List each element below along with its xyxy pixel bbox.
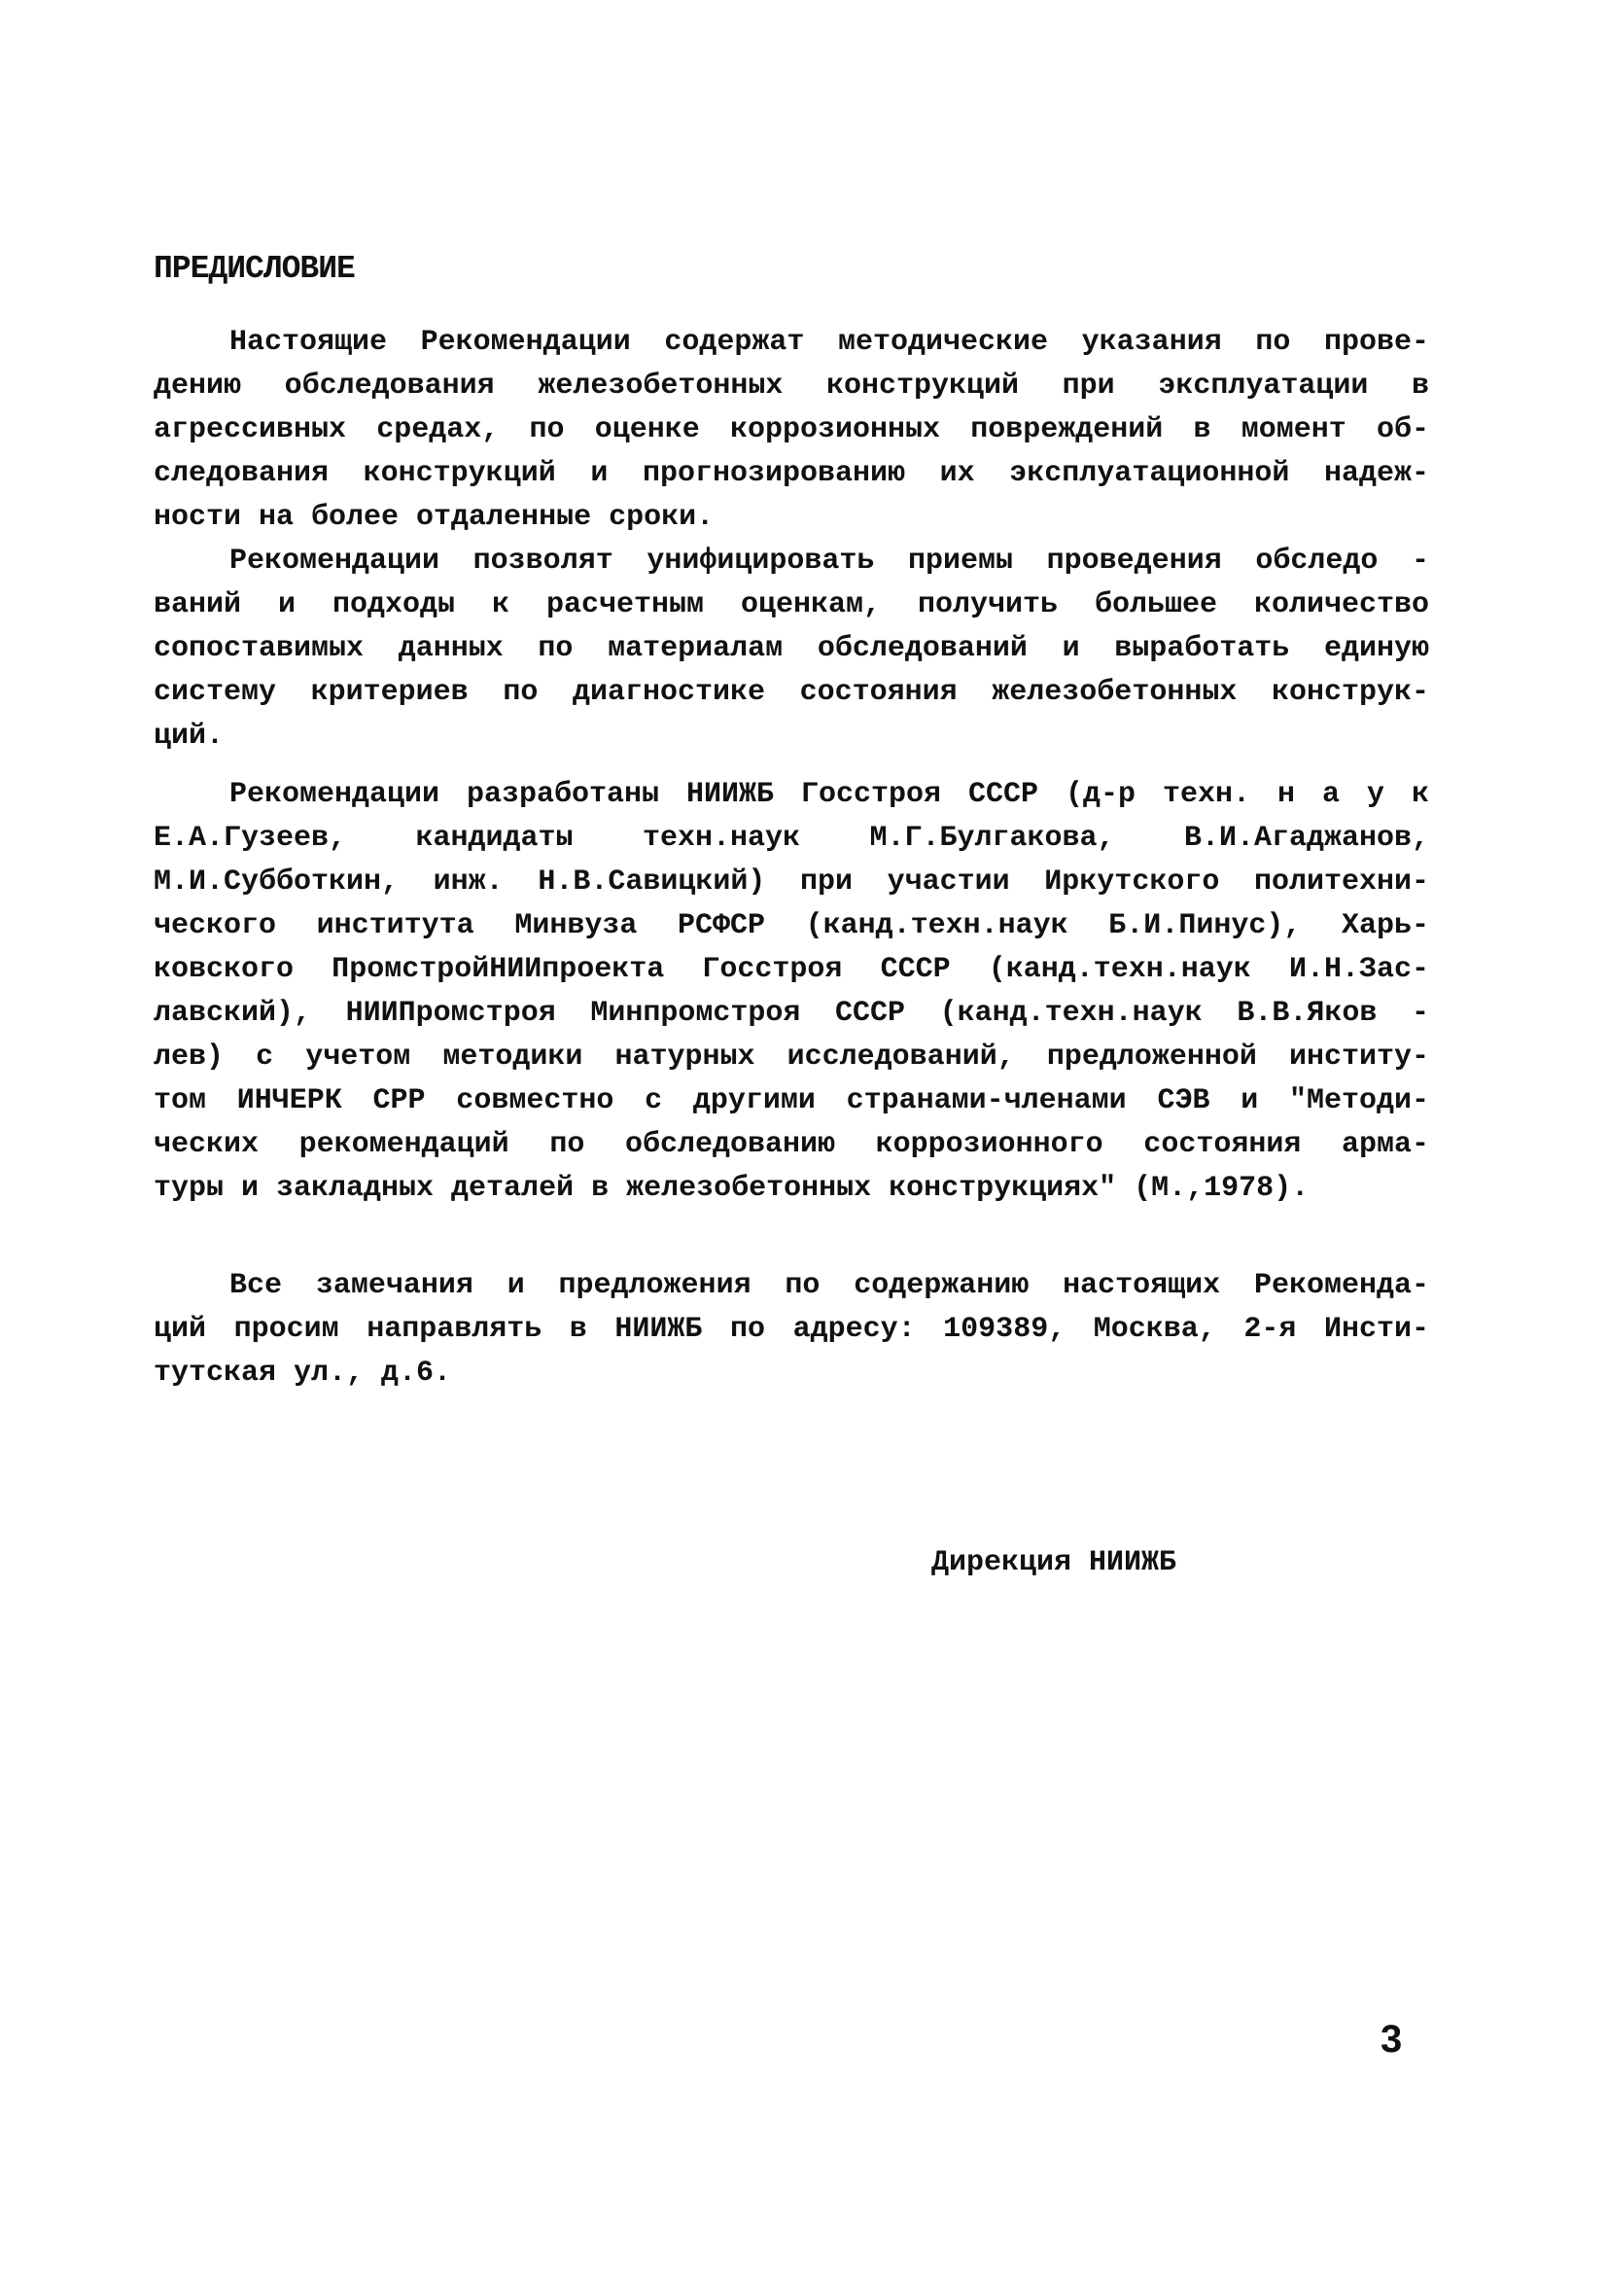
paragraph-line: Рекомендации позволят унифицировать приемы проведения обследо -: [229, 545, 1429, 578]
paragraph-line: ческих рекомендаций по обследованию коррозионного состояния арма-: [154, 1128, 1429, 1161]
paragraph-intro: [154, 321, 1429, 540]
paragraph-line: сопоставимых данных по материалам обследований и выработать единую: [154, 632, 1429, 665]
paragraph-line: агрессивных средах, по оценке коррозионных повреждений в момент об-: [154, 413, 1429, 446]
paragraph-line: М.И.Субботкин, инж. Н.В.Савицкий) при участии Иркутского политехни-: [154, 865, 1429, 899]
paragraph-line: следования конструкций и прогнозированию их эксплуатационной надеж-: [154, 457, 1429, 490]
paragraph-line: тутская ул., д.6.: [154, 1357, 452, 1390]
paragraph-line: туры и закладных деталей в железобетонных конструкциях" (М.,1978).: [154, 1172, 1310, 1205]
paragraph-line: том ИНЧЕРК СРР совместно с другими странами-членами СЭВ и "Методи-: [154, 1084, 1429, 1117]
paragraph-line: Настоящие Рекомендации содержат методические указания по прове-: [229, 326, 1429, 359]
paragraph-line: ций.: [154, 720, 225, 753]
paragraph-line: ваний и подходы к расчетным оценкам, получить большее количество: [154, 588, 1429, 621]
paragraph-line: ности на более отдаленные сроки.: [154, 501, 715, 534]
paragraph-line: Рекомендации разработаны НИИЖБ Госстроя СССР (д-р техн. н а у к: [229, 778, 1429, 811]
page-number: 3: [1381, 2018, 1403, 2061]
page-title: ПРЕДИСЛОВИЕ: [154, 251, 355, 287]
paragraph-line: ковского ПромстройНИИпроекта Госстроя СССР (канд.техн.наук И.Н.Зас-: [154, 953, 1429, 986]
paragraph-line: ций просим направлять в НИИЖБ по адресу: 109389, Москва, 2-я Инсти-: [154, 1313, 1429, 1346]
signature: Дирекция НИИЖБ: [931, 1546, 1177, 1579]
paragraph-line: систему критериев по диагностике состояния железобетонных конструк-: [154, 676, 1429, 709]
paragraph-authors: [154, 773, 1429, 1211]
paragraph-line: лев) с учетом методики натурных исследований, предложенной институ-: [154, 1041, 1429, 1074]
paragraph-contact: [154, 1264, 1429, 1395]
paragraph-line: дению обследования железобетонных конструкций при эксплуатации в: [154, 370, 1429, 403]
paragraph-line: Все замечания и предложения по содержанию настоящих Рекоменда-: [229, 1269, 1429, 1302]
paragraph-line: ческого института Минвуза РСФСР (канд.техн.наук Б.И.Пинус), Харь-: [154, 909, 1429, 942]
paragraph-purpose: [154, 540, 1429, 759]
paragraph-line: Е.А.Гузеев, кандидаты техн.наук М.Г.Булгакова, В.И.Агаджанов,: [154, 822, 1429, 855]
paragraph-line: лавский), НИИПромстроя Минпромстроя СССР (канд.техн.наук В.В.Яков -: [154, 997, 1429, 1030]
